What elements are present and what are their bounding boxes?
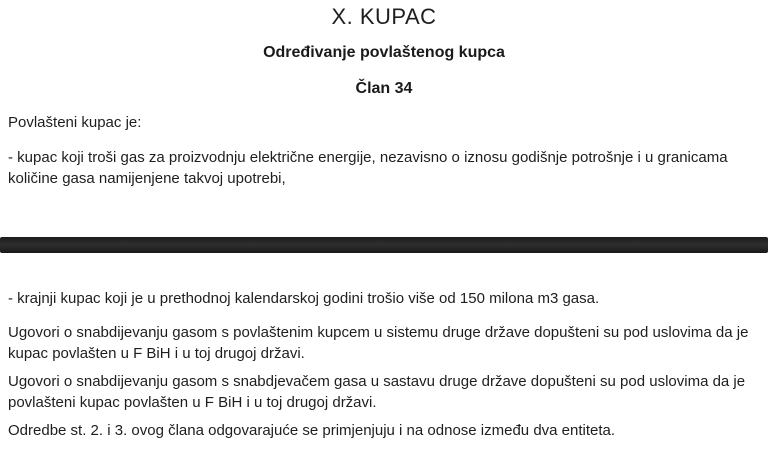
paragraph-contracts-supplier: Ugovori o snabdijevanju gasom s snabdjevačem gasa u sastavu druge države dopušteni su pod uslovima da je povlašteni kupac povlašten u F BiH i u toj drugoj državi. bbox=[8, 373, 746, 411]
paragraph-intro: Povlašteni kupac je: bbox=[8, 114, 142, 131]
paragraph-item-2: - krajnji kupac koji je u prethodnoj kalendarskoj godini trošio više od 150 milona m3 gasa. bbox=[8, 290, 600, 307]
section-heading: Određivanje povlaštenog kupca bbox=[263, 44, 505, 61]
paragraph-provisions: Odredbe st. 2. i 3. ovog člana odgovarajuće se primjenjuju i na odnose između dva entiteta. bbox=[8, 422, 616, 439]
paragraph-contracts-customer: Ugovori o snabdijevanju gasom s povlaštenim kupcem u sistemu druge države dopušteni su pod uslovima da je kupac povlašten u F BiH i u toj drugoj državi. bbox=[8, 324, 749, 362]
chapter-title: X. KUPAC bbox=[331, 4, 437, 29]
paragraph-item-1: - kupac koji troši gas za proizvodnju električne energije, nezavisno o iznosu godišnje potrošnje i u granicama količine gasa namijenjene takvoj upotrebi, bbox=[8, 149, 728, 187]
divider-bar bbox=[0, 237, 768, 253]
article-heading: Član 34 bbox=[355, 80, 413, 97]
